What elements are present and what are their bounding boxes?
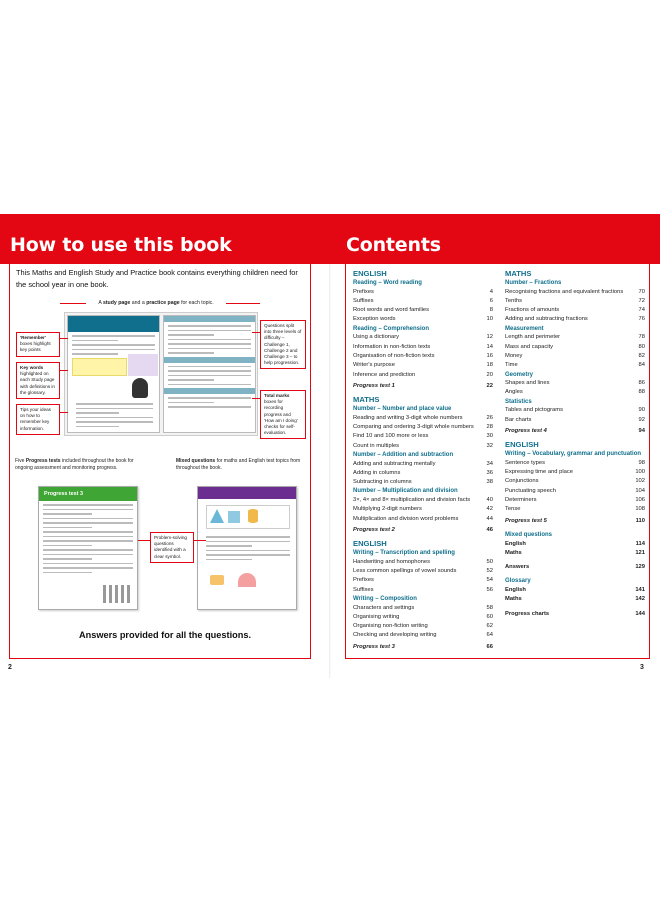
contents-entry[interactable] [353,343,493,352]
arrow [138,540,150,541]
section-heading: ENGLISH [353,539,387,549]
contents-entry-title: Reading and writing 3-digit whole numbers [353,414,463,421]
contents-entry-title: Tables and pictograms [505,407,563,414]
problem-solving-callout: Problem-solving questions identified with a clear symbol. [150,532,194,563]
subsection-heading: Reading – Word reading [353,280,422,286]
contents-entry-title: Subtracting in columns [353,479,412,486]
contents-entry-page: 76 [638,316,645,323]
contents-entry-title: Bar charts [505,416,532,423]
contents-entry[interactable] [353,586,493,595]
contents-entry-page: 50 [486,558,493,565]
subsection-heading: Glossary [505,578,531,585]
contents-entry-page: 16 [486,352,493,359]
subsection-heading: Writing – Transcription and spelling [353,550,455,557]
contents-entry-page: 38 [486,479,493,486]
contents-entry-page: 56 [486,586,493,593]
contents-entry-title: Writer's purpose [353,362,395,369]
contents-entry-page: 106 [635,497,645,504]
remember-box [72,358,127,376]
contents-entry-page: 70 [638,288,645,295]
page-number-right: 3 [640,664,644,671]
contents-entry-page: 14 [486,343,493,350]
progress-page-title: Progress test 3 [39,487,137,501]
contents-entry[interactable] [505,343,645,352]
contents-entry[interactable] [353,423,493,432]
contents-entry-title: Multiplying 2-digit numbers [353,506,422,513]
contents-entry-progress-test[interactable]: Progress test 3 66 [353,643,493,650]
contents-entry[interactable] [353,515,493,524]
contents-entry-title: Determiners [505,497,537,504]
arrow [194,540,206,541]
contents-entry-page: 44 [486,515,493,522]
contents-entry-title: Organisation of non-fiction texts [353,352,435,359]
contents-entry[interactable] [505,477,645,486]
children-illustration [103,585,133,603]
contents-entry[interactable] [505,297,645,306]
subsection-heading: Number – Addition and subtraction [353,451,454,458]
contents-entry-page: 86 [638,380,645,387]
subsection-heading: Mixed questions [505,531,553,538]
contents-entry[interactable] [353,576,493,585]
contents-entry-page: 12 [486,334,493,341]
section-heading: MATHS [505,269,532,278]
contents-entry-page: 4 [489,288,493,295]
contents-entry-page: 36 [486,469,493,476]
tips-box [128,354,158,376]
subsection-heading: Geometry [505,371,534,378]
contents-entry-page: 10 [486,316,493,323]
contents-entry-page: 40 [486,497,493,504]
contents-entry-title: Comparing and ordering 3-digit whole numbers [353,424,474,431]
contents-entry[interactable] [505,306,645,315]
contents-entry-page: 8 [489,307,493,314]
section-heading: ENGLISH [353,269,387,278]
contents-entry-title: Adding in columns [353,469,401,476]
contents-entry-title: Maths [505,596,522,603]
sample-study-page [67,315,160,433]
contents-entry[interactable] [505,352,645,361]
contents-entry-page: 121 [635,549,645,556]
contents-entry-progress-test[interactable]: Progress test 4 94 [505,427,645,434]
contents-entry[interactable] [505,361,645,370]
fan-illustration [238,573,256,587]
section-heading: ENGLISH [505,440,539,450]
contents-entry-title: Organising writing [353,613,400,620]
contents-entry[interactable] [505,406,645,415]
contents-entry-page: 114 [635,540,645,547]
contents-entry-title: Money [505,352,523,359]
contents-entry-title: Tenths [505,297,523,304]
contents-entry[interactable] [353,460,493,469]
study-page-note: A study page and a practice page for each topic. [86,300,226,306]
contents-entry[interactable] [353,631,493,640]
contents-entry[interactable] [505,586,645,595]
contents-entry-page: 72 [638,297,645,304]
contents-entry[interactable] [505,595,645,604]
total-marks-callout: Total marks boxes for recording progress and 'How am I doing' checks for self-evaluation. [260,390,306,439]
progress-tests-note: Five Progress tests included throughout the book for ongoing assessment and monitoring progress. [15,458,134,471]
contents-entry-page: 54 [486,577,493,584]
contents-entry[interactable] [505,487,645,496]
contents-entry-title: Prefixes [353,577,374,584]
contents-entry-page: 6 [489,297,493,304]
contents-entry-title: Root words and word families [353,307,430,314]
contents-entry-progress-test[interactable]: Progress test 2 46 [353,526,493,533]
contents-entry-page: 60 [486,613,493,620]
contents-entry-page: 62 [486,623,493,630]
contents-entry-progress-test[interactable]: Progress test 5 110 [505,517,645,524]
contents-entry-title: Exception words [353,316,396,323]
contents-entry-page: 78 [638,334,645,341]
contents-entry-title: Fractions of amounts [505,307,560,314]
contents-title: Contents [346,234,441,256]
contents-entry-title: Prefixes [353,288,374,295]
contents-entry-title: Tense [505,506,521,513]
contents-entry[interactable] [505,388,645,397]
subsection-heading: Reading – Comprehension [353,325,430,332]
subsection-heading: Measurement [505,325,544,332]
contents-entry[interactable] [353,604,493,613]
contents-entry-title: Length and perimeter [505,334,561,341]
contents-entry-title: Suffixes [353,586,374,593]
arrow [60,338,68,339]
contents-entry-page: 90 [638,407,645,414]
contents-entry-page: 108 [635,506,645,513]
contents-entry-page: 30 [486,433,493,440]
contents-entry-page: 84 [638,362,645,369]
cube-shape [228,511,240,523]
subsection-heading: Number – Multiplication and division [353,488,458,495]
contents-entry-title: Count in multiples [353,442,400,449]
contents-entry[interactable] [505,549,645,558]
contents-entry[interactable] [505,379,645,388]
subsection-heading: Statistics [505,398,532,405]
contents-entry-page: 28 [486,424,493,431]
contents-entry-title: Mass and capacity [505,343,554,350]
contents-entry[interactable] [505,459,645,468]
contents-column-left [353,269,493,652]
contents-entry[interactable] [505,333,645,342]
contents-entry-page: 26 [486,414,493,421]
contents-entry-title: English [505,586,526,593]
contents-entry-title: Punctuating speech [505,487,556,494]
contents-entry[interactable] [353,333,493,342]
contents-entry-title: Using a dictionary [353,334,400,341]
contents-entry[interactable] [353,505,493,514]
arrow [252,332,260,333]
contents-entry-title: Information in non-fiction texts [353,343,431,350]
contents-entry-progress-charts[interactable]: Progress charts 144 [505,610,645,617]
tips-callout: Tips your ideas on how to remember key information. [16,404,60,435]
intro-text: This Maths and English Study and Practice book contains everything children need for the school year in one book. [16,268,298,289]
contents-entry-page: 18 [486,362,493,369]
contents-entry-title: Conjunctions [505,478,539,485]
contents-entry-title: Inference and prediction [353,371,416,378]
sample-practice-page [163,315,256,433]
contents-entry-page: 42 [486,506,493,513]
contents-entry-title: Characters and settings [353,604,415,611]
contents-entry[interactable] [353,469,493,478]
contents-entry-progress-test[interactable]: Progress test 1 22 [353,382,493,389]
contents-entry-page: 102 [635,478,645,485]
contents-entry-page: 64 [486,632,493,639]
mixed-page-header [198,487,296,499]
contents-entry[interactable] [353,478,493,487]
contents-entry-title: Angles [505,389,523,396]
left-page-title: How to use this book [10,234,232,256]
contents-entry[interactable] [505,468,645,477]
contents-entry-answers[interactable]: Answers 129 [505,564,645,571]
contents-entry-page: 100 [635,469,645,476]
contents-entry[interactable] [353,613,493,622]
contents-entry-title: 3×, 4× and 8× multiplication and division facts [353,497,471,504]
contents-entry[interactable] [353,496,493,505]
keywords-callout: Key words highlighted on each Study page with definitions in the glossary. [16,362,60,399]
contents-entry-page: 98 [638,459,645,466]
arrow [252,398,260,399]
pyramid-shape [210,509,224,523]
contents-entry[interactable] [353,442,493,451]
contents-entry-page: 92 [638,416,645,423]
subsection-heading: Writing – Composition [353,595,417,602]
contents-entry-title: Adding and subtracting fractions [505,316,588,323]
book-spread [0,214,660,678]
subsection-heading: Number – Number and place value [353,406,452,413]
contents-entry-title: Suffixes [353,297,374,304]
contents-entry[interactable] [353,558,493,567]
answers-statement: Answers provided for all the questions. [78,630,252,640]
contents-entry[interactable] [353,361,493,370]
contents-entry-page: 52 [486,568,493,575]
contents-entry-title: Organising non-fiction writing [353,623,428,630]
contents-entry[interactable] [353,371,493,380]
contents-entry-title: Adding and subtracting mentally [353,460,436,467]
contents-entry[interactable] [505,288,645,297]
contents-entry-title: Shapes and lines [505,380,550,387]
sample-mixed-page [197,486,297,610]
sample-page-header [68,316,159,332]
contents-entry-title: Multiplication and division word problems [353,515,459,522]
contents-entry-title: Handwriting and homophones [353,558,431,565]
contents-entry-title: Expressing time and place [505,469,573,476]
contents-entry[interactable] [353,432,493,441]
contents-column-right [505,269,645,619]
contents-entry-page: 80 [638,343,645,350]
arrow [60,412,68,413]
contents-entry-title: Recognising fractions and equivalent fractions [505,288,624,295]
contents-entry-title: Checking and developing writing [353,632,437,639]
contents-entry-page: 32 [486,442,493,449]
section-heading: MATHS [353,395,380,405]
contents-entry[interactable] [353,315,493,324]
sample-study-spread [64,312,258,436]
teacher-figure [132,378,148,398]
contents-entry[interactable] [505,540,645,549]
contents-entry-title: Less common spellings of vowel sounds [353,568,457,575]
cake-illustration [210,575,224,585]
contents-entry[interactable] [505,496,645,505]
contents-entry-page: 20 [486,371,493,378]
cylinder-shape [248,509,258,523]
contents-entry[interactable] [505,505,645,514]
contents-entry-title: Maths [505,549,522,556]
contents-entry-page: 82 [638,352,645,359]
contents-entry-page: 58 [486,604,493,611]
contents-entry[interactable] [353,306,493,315]
contents-entry-title: Find 10 and 100 more or less [353,433,429,440]
subsection-heading: Number – Fractions [505,280,562,286]
subsection-heading: Writing – Vocabulary, grammar and punctuation [505,451,642,458]
contents-entry[interactable] [505,315,645,324]
mixed-questions-note: Mixed questions for maths and English test topics from throughout the book. [176,458,301,471]
page-number-left: 2 [8,664,12,671]
contents-entry-page: 34 [486,460,493,467]
contents-entry-title: Time [505,362,518,369]
contents-entry-page: 74 [638,307,645,314]
questions-callout: Questions split into three levels of difficulty – Challenge 1, Challenge 2 and Challenge 3 – to help progression. [260,320,306,369]
page-fold [329,264,331,678]
contents-entry-page: 141 [635,586,645,593]
contents-entry[interactable] [353,297,493,306]
arrow [60,370,68,371]
contents-entry[interactable] [353,622,493,631]
contents-entry-page: 142 [635,596,645,603]
contents-entry[interactable] [353,288,493,297]
contents-entry[interactable] [353,352,493,361]
remember-callout: 'Remember' boxes highlight key points [16,332,60,357]
contents-entry-page: 88 [638,389,645,396]
contents-entry-title: Sentence types [505,459,545,466]
contents-entry[interactable] [353,414,493,423]
contents-entry[interactable] [505,416,645,425]
contents-entry-title: English [505,540,526,547]
contents-entry-page: 104 [635,487,645,494]
sample-progress-page [38,486,138,610]
contents-entry[interactable] [353,567,493,576]
